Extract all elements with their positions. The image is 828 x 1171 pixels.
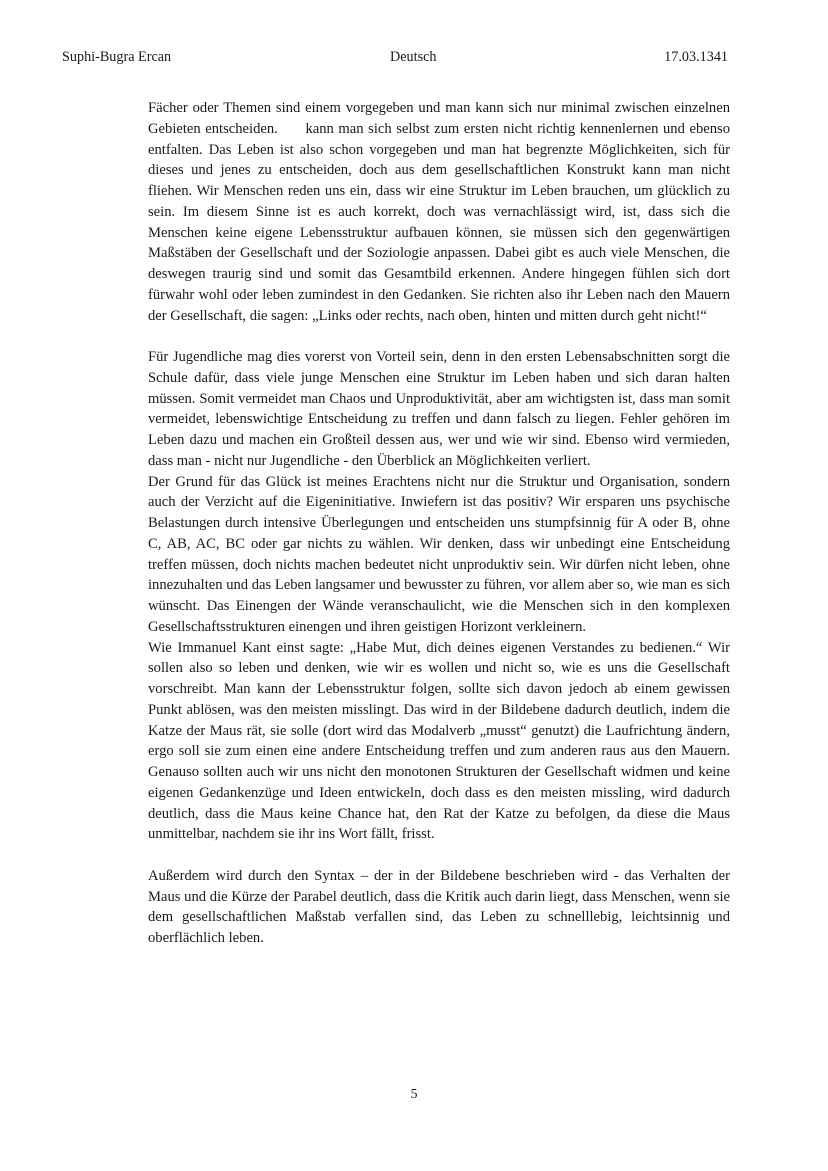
paragraph-2: Für Jugendliche mag dies vorerst von Vorteil sein, denn in den ersten Lebensabschnitten sorgt die Schule dafür, dass viele junge Menschen eine Struktur im Leben haben und sich daran halten müssen. Somit vermeidet man Chaos und Unproduktivität, aber am wichtigsten ist, dass man somit vermeidet, lebenswichtige Entscheidung zu treffen und dann falsch zu liegen. Fehler gehören im Leben dazu und machen ein Großteil dessen aus, wer und wie wir sind. Ebenso wird vermieden, dass man - nicht nur Jugendliche - den Überblick an Möglichkeiten verliert.	[148, 349, 730, 469]
header-subject: Deutsch	[390, 49, 437, 65]
header-date: 17.03.1341	[664, 49, 728, 65]
header-author: Suphi-Bugra Ercan	[62, 49, 172, 65]
paragraph-1: Fächer oder Themen sind einem vorgegeben und man kann sich nur minimal zwischen einzelnen Gebieten entscheiden. kann man sich selbst zum ersten nicht richtig kennenlernen und ebenso entfalten. Das Leben ist also schon vorgegeben und man hat begrenzte Möglichkeiten, sich für dieses und jenes zu entscheiden, doch aus dem gesellschaftlichen Konstrukt kann man nicht fliehen. Wir Menschen reden uns ein, dass wir eine Struktur im Leben brauchen, um glücklich zu sein. Im diesem Sinne ist es auch korrekt, doch was vernachlässigt wird, ist, dass sich die Menschen keine eigene Lebensstruktur aufbauen können, sie müssen sich den gegenwärtigen Maßstäben der Gesellschaft und der Soziologie anpassen. Dabei gibt es auch viele Menschen, die deswegen traurig sind und somit das Gesamtbild erkennen. Andere hingegen fühlen sich dort fürwahr wohl oder leben zumindest in den Gedanken. Sie richten also ihr Leben nach den Mauern der Gesellschaft, die sagen: „Links oder rechts, nach oben, hinten und mitten durch geht nicht!“	[148, 100, 730, 324]
paragraph-4: Wie Immanuel Kant einst sagte: „Habe Mut, dich deines eigenen Verstandes zu bedienen.“ Wir sollen also so leben und denken, wie wir es wollen und nicht so, wie es uns die Gesellschaft vorschreibt. Man kann der Lebensstruktur folgen, sollte sich davon jedoch ab einem gewissen Punkt ablösen, was den meisten misslingt. Das wird in der Bildebene dadurch deutlich, indem die Katze der Maus rät, sie solle (dort wird das Modalverb „musst“ genutzt) die Laufrichtung ändern, ergo soll sie zum einen eine andere Entscheidung treffen und zum anderen raus aus den Mauern. Genauso sollten auch wir uns nicht den monotonen Strukturen der Gesellschaft widmen und keine eigenen Gedankenzüge und Ideen entwickeln, doch dass es den meisten missling, wird dadurch deutlich, dass die Maus keine Chance hat, den Rat der Katze zu befolgen, da diese die Maus unmittelbar, nachdem sie ihr ins Wort fällt, frisst.	[148, 639, 730, 843]
document-body	[148, 98, 730, 949]
page-number: 5	[410, 1087, 418, 1102]
page-header	[62, 49, 728, 69]
paragraph-3: Der Grund für das Glück ist meines Erachtens nicht nur die Struktur und Organisation, sondern auch der Verzicht auf die Eigeninitiative. Inwiefern ist das positiv? Wir ersparen uns psychische Belastungen durch intensive Überlegungen und entscheiden uns stumpfsinnig für A oder B, ohne C, AB, AC, BC oder gar nichts zu wählen. Wir denken, dass wir unbedingt eine Entscheidung treffen müssen, doch nichts machen bedeutet nicht unproduktiv sein. Wir dürfen nicht leben, ohne innezuhalten und das Leben langsamer und bewusster zu führen, vor allem aber so, wie man es sich wünscht. Das Einengen der Wände veranschaulicht, wie die Menschen sich in den komplexen Gesellschaftsstrukturen einengen und ihren geistigen Horizont verkleinern.	[148, 473, 730, 635]
paragraph-5: Außerdem wird durch den Syntax – der in der Bildebene beschrieben wird - das Verhalten der Maus und die Kürze der Parabel deutlich, dass die Kritik auch darin liegt, dass Menschen, wenn sie dem gesellschaftlichen Maßstab verfallen sind, das Leben zu schnelllebig, leichtsinnig und oberflächlich leben.	[148, 867, 730, 946]
